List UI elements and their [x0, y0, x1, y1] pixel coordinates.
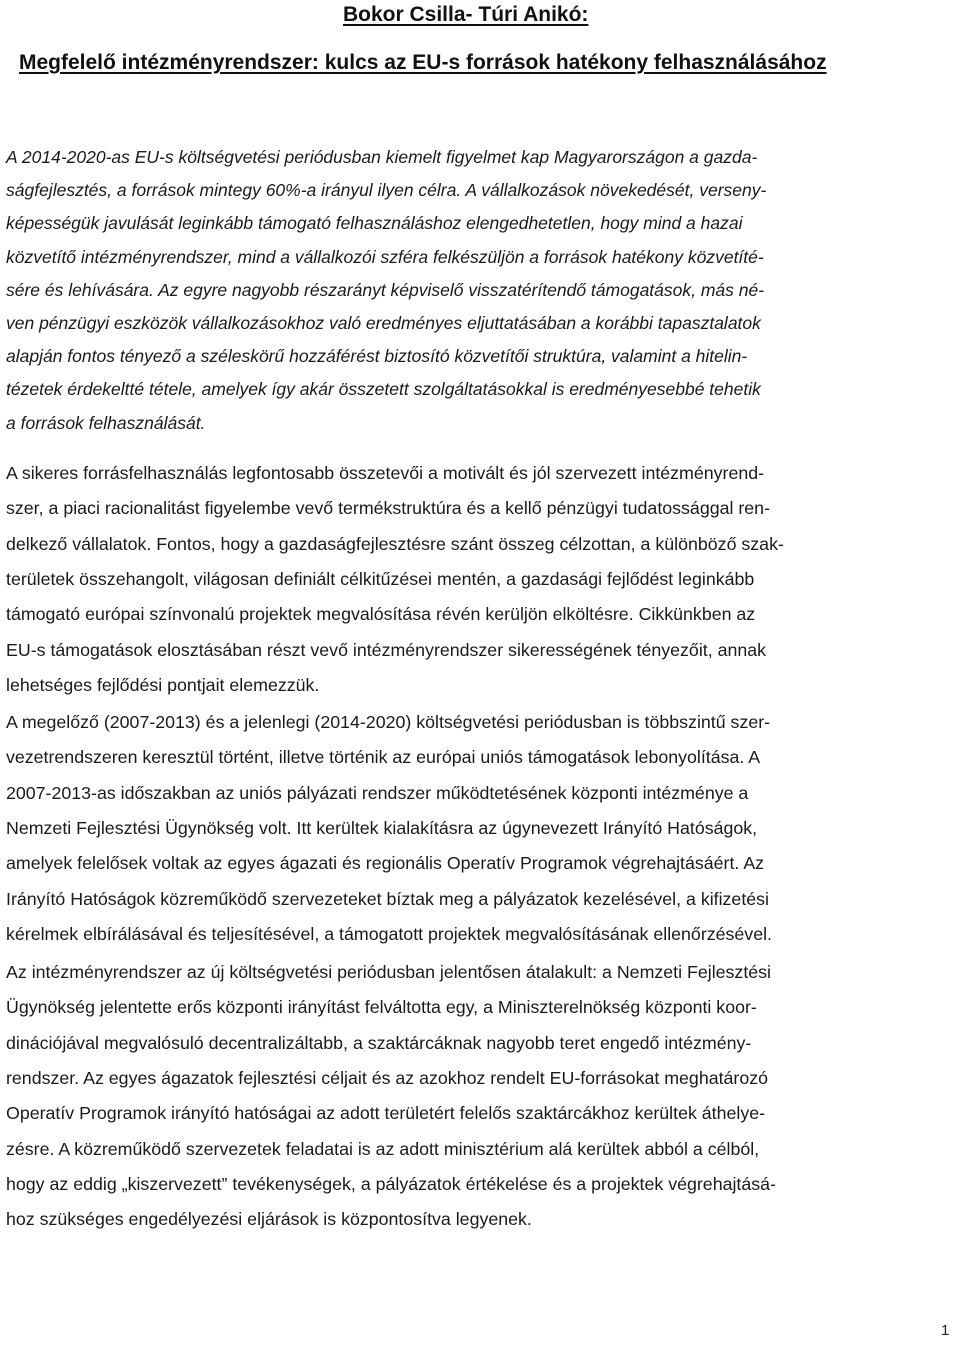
text-line: A 2014-2020-as EU-s költségvetési periódusban kiemelt figyelmet kap Magyarországon a gazda-: [6, 147, 758, 167]
text-line: dinációjával megvalósuló decentralizáltabb, a szaktárcáknak nagyobb teret engedő intézmény-: [6, 1032, 752, 1053]
text-line: EU-s támogatások elosztásában részt vevő intézményrendszer sikerességének tényezőit, annak: [6, 639, 767, 660]
text-line: zésre. A közreműködő szervezetek feladatai is az adott minisztérium alá kerültek abból a célból,: [6, 1138, 760, 1159]
text-line: Ügynökség jelentette erős központi irányítást felváltotta egy, a Miniszterelnökség központi koor-: [6, 997, 757, 1018]
text-line: támogató európai színvonalú projektek megvalósítása révén kerüljön elköltésre. Cikkünkben az: [6, 604, 756, 625]
text-line: szer, a piaci racionalitást figyelembe vevő termékstruktúra és a kellő pénzügyi tudatossággal ren-: [6, 498, 770, 519]
text-line: közvetítő intézményrendszer, mind a vállalkozói szféra felkészüljön a források hatékony közvetíté-: [6, 246, 764, 267]
text-line: hogy az eddig „kiszervezett” tevékenységek, a pályázatok értékelése és a projektek végrehajtásá-: [6, 1173, 776, 1194]
document-title: Megfelelő intézményrendszer: kulcs az EU-s források hatékony felhasználásához: [19, 51, 827, 74]
text-line: amelyek felelősek voltak az egyes ágazati és regionális Operatív Programok végrehajtásáért. Az: [6, 853, 765, 874]
author-line: Bokor Csilla- Túri Anikó:: [343, 3, 589, 26]
text-line: rendszer. Az egyes ágazatok fejlesztési céljait és az azokhoz rendelt EU-forrásokat meghatározó: [6, 1067, 769, 1088]
text-line: a források felhasználását.: [6, 412, 206, 433]
page-number: 1: [941, 1322, 950, 1339]
text-line: sére és lehívására. Az egyre nagyobb részarányt képviselő visszatérítendő támogatások, más né-: [6, 279, 765, 300]
text-line: A megelőző (2007-2013) és a jelenlegi (2014-2020) költségvetési periódusban is többszintű szer-: [6, 712, 771, 732]
text-line: A sikeres forrásfelhasználás legfontosabb összetevői a motivált és jól szervezett intézményrend-: [6, 463, 765, 483]
text-line: Irányító Hatóságok közreműködő szervezeteket bíztak meg a pályázatok kezelésével, a kifizetési: [6, 888, 769, 909]
text-line: ságfejlesztés, a források mintegy 60%-a irányul ilyen célra. A vállalkozások növekedését, verseny-: [6, 180, 767, 201]
text-line: területek összehangolt, világosan definiált célkitűzései mentén, a gazdasági fejlődést leginkább: [6, 568, 755, 589]
text-line: Az intézményrendszer az új költségvetési periódusban jelentősen átalakult: a Nemzeti Fejlesztési: [6, 962, 771, 982]
text-line: alapján fontos tényező a széleskörű hozzáférést biztosító közvetítői struktúra, valamint a hitelin-: [6, 346, 748, 367]
text-line: tézetek érdekeltté tétele, amelyek így akár összetett szolgáltatásokkal is eredményesebbé tehetik: [6, 379, 761, 400]
text-line: Nemzeti Fejlesztési Ügynökség volt. Itt kerültek kialakításra az úgynevezett Irányító Hatóságok,: [6, 817, 758, 838]
text-line: lehetséges fejlődési pontjait elemezzük.: [6, 674, 320, 695]
text-line: ven pénzügyi eszközök vállalkozásokhoz való eredményes eljuttatásában a korábbi tapasztalatok: [6, 313, 761, 333]
text-line: Operatív Programok irányító hatóságai az adott területért felelős szaktárcákhoz kerültek áthelye-: [6, 1103, 766, 1124]
text-line: vezetrendszeren keresztül történt, illetve történik az európai uniós támogatások lebonyolítása. A: [6, 747, 761, 768]
text-line: képességük javulását leginkább támogató felhasználáshoz elengedhetetlen, hogy mind a hazai: [6, 213, 743, 234]
text-line: hoz szükséges engedélyezési eljárások is központosítva legyenek.: [6, 1209, 532, 1230]
text-line: delkező vállalatok. Fontos, hogy a gazdaságfejlesztésre szánt összeg célzottan, a különböző szak-: [6, 533, 784, 554]
text-line: kérelmek elbírálásával és teljesítésével, a támogatott projektek megvalósításának ellenőrzésével.: [6, 923, 772, 944]
text-line: 2007-2013-as időszakban az uniós pályázati rendszer működtetésének központi intézménye a: [6, 782, 749, 803]
